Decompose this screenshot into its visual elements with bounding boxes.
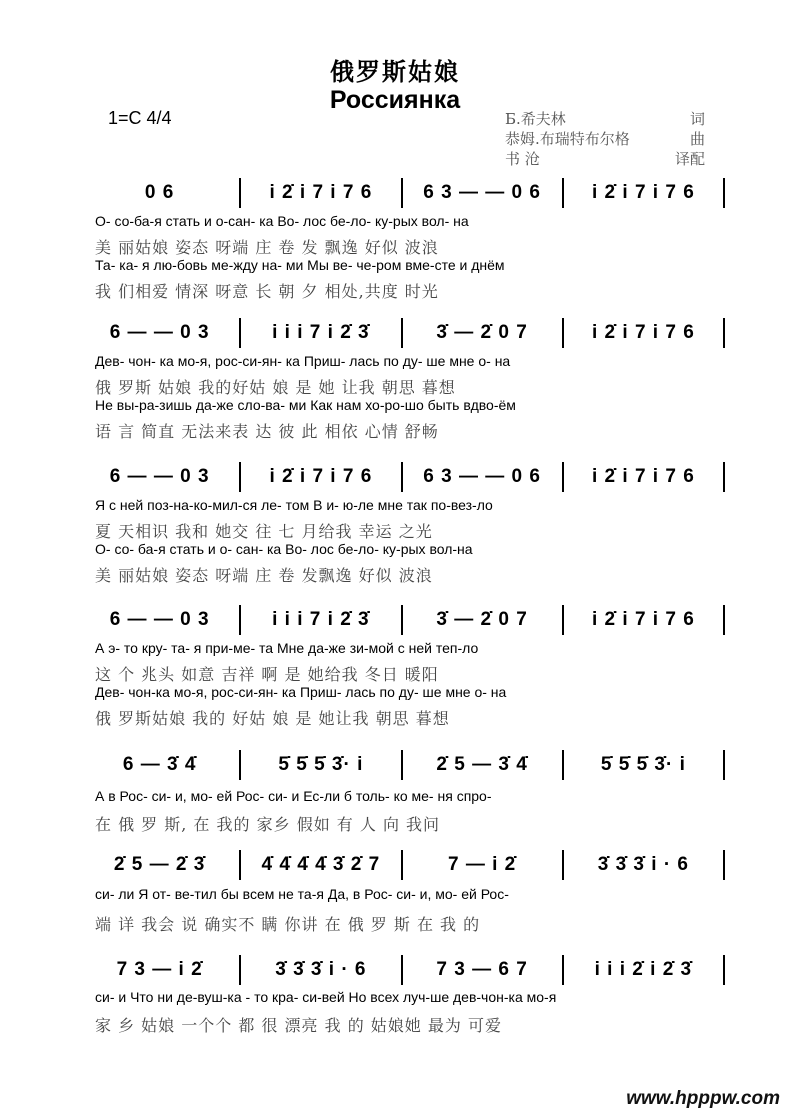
measure: 6 — — 0 3 <box>80 605 241 635</box>
notes-row <box>80 955 725 985</box>
notes-row <box>80 850 725 880</box>
credit-translator: 书 沧 译配 <box>505 150 705 168</box>
lyric-line-russian: Дев- чон- ка мо-я, рос-си-ян- ка Приш- лась по ду- ше мне о- на <box>95 353 511 369</box>
measure: 2̇ 5 — 2̇ 3̇ <box>80 850 241 880</box>
title-russian: Россиянка <box>329 86 461 114</box>
measure: i 2̇ i 7 i 7 6 <box>241 462 402 492</box>
lyric-line-chinese: 我 们相爱 情深 呀意 长 朝 夕 相处,共度 时光 <box>95 282 439 301</box>
measure: 5̇ 5̇ 5̇ 3̇· i <box>241 750 402 780</box>
lyric-line-chinese: 家 乡 姑娘 一个个 都 很 漂亮 我 的 姑娘她 最为 可爱 <box>95 1016 502 1035</box>
lyric-line-russian: си- ли Я от- ве-тил бы всем не та-я Да, в Рос- си- и, мо- ей Рос- <box>95 886 509 902</box>
measure: 3̇ — 2̇ 0 7 <box>403 605 564 635</box>
notes-row <box>80 750 725 780</box>
lyric-line-russian: Дев- чон-ка мо-я, рос-си-ян- ка Приш- лась по ду- ше мне о- на <box>95 684 507 700</box>
lyric-line-russian: Не вы-ра-зишь да-же сло-ва- ми Как нам хо-ро-шо быть вдво-ём <box>95 397 516 413</box>
measure: 5̇ 5̇ 5̇ 3̇· i <box>564 750 725 780</box>
measure: i i i 7 i 2̇ 3̇ <box>241 605 402 635</box>
notation-system <box>80 750 725 780</box>
notation-system <box>80 318 725 348</box>
lyric-line-chinese: 端 详 我会 说 确实不 瞒 你讲 在 俄 罗 斯 在 我 的 <box>95 915 481 934</box>
measure: 7 3 — 6 7 <box>403 955 564 985</box>
measure: 7 — i 2̇ <box>403 850 564 880</box>
measure: 4̇ 4̇ 4̇ 4̇ 3̇ 2̇ 7 <box>241 850 402 880</box>
site-watermark: www.hpppw.com <box>626 1088 780 1109</box>
notes-row <box>80 178 725 208</box>
key-signature: 1=C 4/4 <box>108 108 172 128</box>
measure: 6 — — 0 3 <box>80 318 241 348</box>
measure: i 2̇ i 7 i 7 6 <box>241 178 402 208</box>
measure: i i i 7 i 2̇ 3̇ <box>241 318 402 348</box>
lyric-line-chinese: 美 丽姑娘 姿态 呀端 庄 卷 发飘逸 好似 波浪 <box>95 566 433 585</box>
measure: i 2̇ i 7 i 7 6 <box>564 318 725 348</box>
measure: 3̇ 3̇ 3̇ i · 6 <box>241 955 402 985</box>
lyric-line-chinese: 俄 罗斯姑娘 我的 好姑 娘 是 她让我 朝思 暮想 <box>95 709 450 728</box>
measure: 7 3 — i 2̇ <box>80 955 241 985</box>
lyric-line-russian: А э- то кру- та- я при-ме- та Мне да-же зи-мой с ней теп-ло <box>95 640 479 656</box>
measure: 2̇ 5 — 3̇ 4̇ <box>403 750 564 780</box>
credit-lyricist: Б.希夫林 词 <box>505 110 705 128</box>
lyric-line-russian: О- со- ба-я стать и о- сан- ка Во- лос бе-ло- ку-рых вол-на <box>95 541 473 557</box>
notation-system <box>80 462 725 492</box>
lyric-line-russian: А в Рос- си- и, мо- ей Рос- си- и Ес-ли б толь- ко ме- ня спро- <box>95 788 492 804</box>
notation-system <box>80 178 725 208</box>
measure: i 2̇ i 7 i 7 6 <box>564 178 725 208</box>
lyric-line-chinese: 这 个 兆头 如意 吉祥 啊 是 她给我 冬日 暖阳 <box>95 665 439 684</box>
notation-system <box>80 955 725 985</box>
lyric-line-chinese: 俄 罗斯 姑娘 我的好姑 娘 是 她 让我 朝思 暮想 <box>95 378 456 397</box>
lyric-line-chinese: 美 丽姑娘 姿态 呀端 庄 卷 发 飘逸 好似 波浪 <box>95 238 439 257</box>
measure: 3̇ — 2̇ 0 7 <box>403 318 564 348</box>
measure: 0 6 <box>80 178 241 208</box>
lyric-line-chinese: 在 俄 罗 斯, 在 我的 家乡 假如 有 人 向 我问 <box>95 815 441 834</box>
notes-row <box>80 462 725 492</box>
measure: 6 — — 0 3 <box>80 462 241 492</box>
measure: 6 3 — — 0 6 <box>403 462 564 492</box>
measure: 6 3 — — 0 6 <box>403 178 564 208</box>
notation-system <box>80 605 725 635</box>
measure: i i i 2̇ i 2̇ 3̇ <box>564 955 725 985</box>
notes-row <box>80 318 725 348</box>
lyric-line-russian: О- со-ба-я стать и о-сан- ка Во- лос бе-ло- ку-рых вол- на <box>95 213 469 229</box>
measure: i 2̇ i 7 i 7 6 <box>564 605 725 635</box>
notation-system <box>80 850 725 880</box>
measure: 6 — 3̇ 4̇ <box>80 750 241 780</box>
measure: i 2̇ i 7 i 7 6 <box>564 462 725 492</box>
lyric-line-chinese: 夏 天相识 我和 她交 往 七 月给我 幸运 之光 <box>95 522 433 541</box>
title-chinese: 俄罗斯姑娘 <box>330 57 460 86</box>
lyric-line-russian: Та- ка- я лю-бовь ме-жду на- ми Мы ве- че-ром вме-сте и днём <box>95 257 505 273</box>
lyric-line-chinese: 语 言 简直 无法来表 达 彼 此 相依 心情 舒畅 <box>95 422 439 441</box>
notes-row <box>80 605 725 635</box>
measure: 3̇ 3̇ 3̇ i · 6 <box>564 850 725 880</box>
lyric-line-russian: Я с ней поз-на-ко-мил-ся ле- том В и- ю-ле мне так по-вез-ло <box>95 497 493 513</box>
credit-composer: 恭姆.布瑞特布尔格 曲 <box>505 130 705 148</box>
lyric-line-russian: си- и Что ни де-вуш-ка - то кра- си-вей Но всех луч-ше дев-чон-ка мо-я <box>95 989 557 1005</box>
